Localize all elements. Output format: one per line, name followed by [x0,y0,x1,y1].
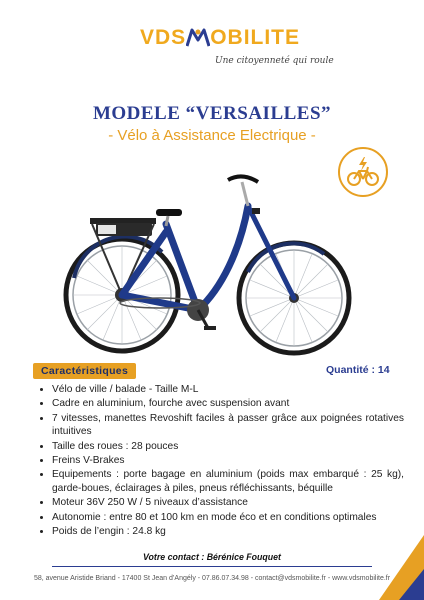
features-list [36,383,404,539]
page-title: MODELE “VERSAILLES” [92,103,332,124]
divider [52,566,372,567]
quantity-label: Quantité : 14 [326,364,390,376]
logo-text-obilite: OBILITE [210,26,301,49]
footer-address: 58, avenue Aristide Briand - 17400 St Jean d’Angély - 07.86.07.34.98 - contact@vdsmobilite.fr - www.vdsmobilite.fr [33,575,391,582]
feature-item: • 7 vitesses, manettes Revoshift faciles à passer grâce aux poignées rotatives intuitives [52,412,404,439]
characteristics-label: Caractéristiques [33,363,136,379]
logo-text-vds: VDS [140,26,187,49]
logo-tagline: Une citoyenneté qui roule [215,56,334,66]
feature-item: • Taille des roues : 28 pouces [52,440,404,453]
corner-decoration-bottom-right [379,535,424,600]
feature-item: • Cadre en aluminium, fourche avec suspension avant [52,397,404,410]
feature-item: • Autonomie : entre 80 et 100 km en mode éco et en conditions optimales [52,511,404,524]
contact-line: Votre contact : Bérénice Fouquet [142,552,281,562]
brand-logo [140,26,334,76]
feature-item: • Vélo de ville / balade - Taille M-L [52,383,404,396]
feature-item: • Freins V-Brakes [52,454,404,467]
feature-item: • Equipements : porte bagage en aluminium (poids max embarqué : 25 kg), garde-boues, éclairages à piles, pneus réfléchissants, béquille [52,468,404,495]
feature-item: • Moteur 36V 250 W / 5 niveaux d’assistance [52,496,404,509]
logo-m-mountain-icon [186,27,210,47]
feature-item: • Poids de l’engin : 24.8 kg [52,525,404,538]
bicycle-image [62,160,352,360]
page-subtitle: - Vélo à Assistance Electrique - [108,127,316,144]
